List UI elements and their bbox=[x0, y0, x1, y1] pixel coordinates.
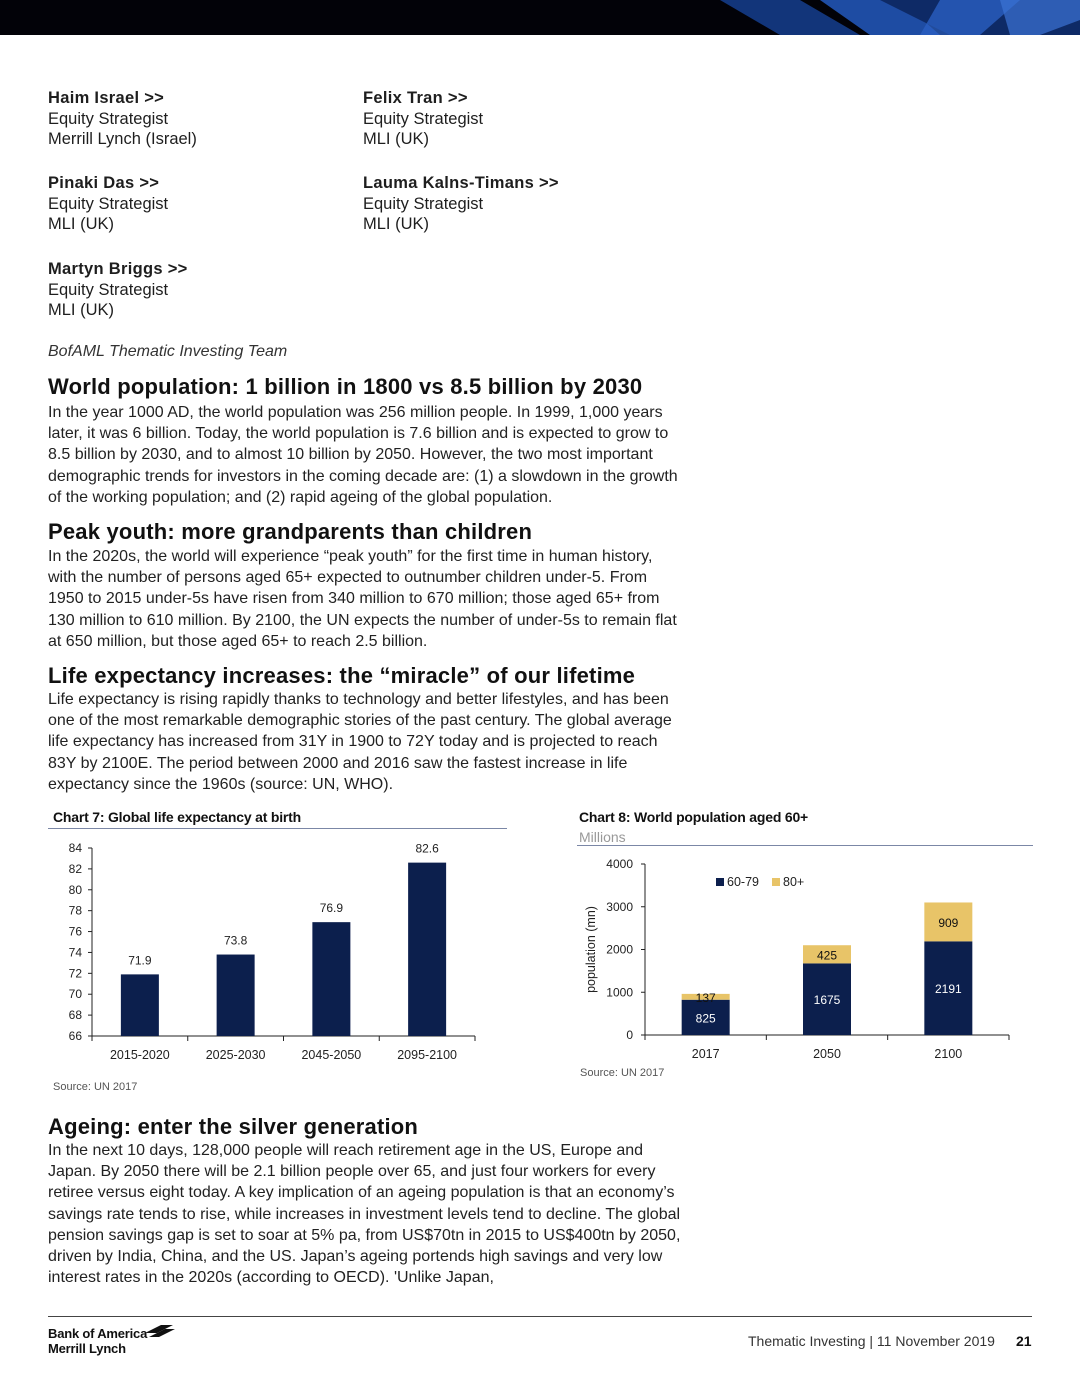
author-card bbox=[363, 88, 483, 150]
section-heading: Peak youth: more grandparents than children bbox=[48, 519, 533, 544]
y-tick-label: 80 bbox=[68, 882, 82, 897]
footer-publication: Thematic Investing | 11 November 2019 bbox=[748, 1333, 995, 1349]
section-heading: Life expectancy increases: the “miracle” of our lifetime bbox=[48, 663, 636, 688]
author-name-link[interactable]: Martyn Briggs >> bbox=[48, 260, 188, 278]
section-body: In the year 1000 AD, the world population was 256 million people. In 1999, 1,000 years later, it was 6 billion. Today, the world population is 7.6 billion and is expected to grow to 8.5 billion by 2030, and to almost 10 billion by 2050. However, the two most important demographic trends for investors in the coming decade are: (1) a slowdown in the growth of the working population; and (2) rapid ageing of the global population. bbox=[48, 404, 678, 506]
section-body: In the 2020s, the world will experience “peak youth” for the first time in human history, with the number of persons aged 65+ expected to outnumber children under-5. From 1950 to 2015 under-5s have risen from 340 million to 670 million; those aged 65+ from 130 million to 610 million. By 2100, the UN expects the number of under-5s to remain flat at 650 million, but those aged 65+ to reach 2.5 billion. bbox=[48, 548, 677, 650]
x-tick-label: 2100 bbox=[934, 1047, 963, 1061]
section-heading: Ageing: enter the silver generation bbox=[48, 1114, 419, 1139]
x-tick-label: 2050 bbox=[813, 1047, 841, 1061]
data-label: 825 bbox=[695, 1011, 716, 1026]
data-label: 909 bbox=[938, 915, 959, 930]
life-expectancy-chart bbox=[48, 836, 508, 1072]
chart-title-rule bbox=[48, 828, 507, 829]
section-heading: World population: 1 billion in 1800 vs 8.5 billion by 2030 bbox=[48, 374, 643, 399]
x-tick-label: 2095-2100 bbox=[397, 1048, 458, 1062]
data-label: 2191 bbox=[934, 982, 962, 997]
team-name: BofAML Thematic Investing Team bbox=[48, 343, 288, 360]
bar bbox=[121, 974, 159, 1036]
legend-label: 60-79 bbox=[727, 875, 759, 889]
author-org: MLI (UK) bbox=[363, 215, 429, 233]
chart-source: Source: UN 2017 bbox=[53, 1081, 138, 1093]
y-tick-label: 74 bbox=[68, 945, 82, 960]
data-label: 71.9 bbox=[128, 953, 152, 968]
bar bbox=[217, 955, 255, 1036]
legend-swatch bbox=[716, 878, 724, 886]
author-card bbox=[363, 173, 559, 235]
author-org: MLI (UK) bbox=[48, 215, 114, 233]
data-label: 425 bbox=[816, 948, 838, 963]
y-axis-label: population (mn) bbox=[584, 906, 598, 993]
y-tick-label: 72 bbox=[68, 966, 82, 981]
header-stripes-decoration bbox=[0, 0, 1080, 35]
data-label: 1675 bbox=[813, 993, 841, 1008]
author-card bbox=[48, 259, 188, 321]
author-name-link[interactable]: Felix Tran >> bbox=[363, 89, 468, 107]
x-tick-label: 2015-2020 bbox=[109, 1048, 170, 1062]
author-card bbox=[48, 173, 168, 235]
x-tick-label: 2025-2030 bbox=[205, 1048, 266, 1062]
author-name-link[interactable]: Pinaki Das >> bbox=[48, 174, 160, 192]
y-tick-label: 76 bbox=[68, 924, 82, 939]
author-org: MLI (UK) bbox=[363, 130, 429, 148]
author-role: Equity Strategist bbox=[363, 194, 484, 213]
y-tick-label: 68 bbox=[68, 1008, 82, 1023]
legend-swatch bbox=[772, 878, 780, 886]
data-label: 73.8 bbox=[223, 933, 248, 948]
bar bbox=[408, 863, 446, 1036]
chart-title: Chart 7: Global life expectancy at birth bbox=[53, 809, 301, 825]
chart-source: Source: UN 2017 bbox=[580, 1067, 665, 1079]
page-number: 21 bbox=[1016, 1333, 1032, 1349]
author-role: Equity Strategist bbox=[48, 194, 169, 213]
population-60plus-chart bbox=[578, 850, 1033, 1066]
author-role: Equity Strategist bbox=[48, 109, 169, 128]
legend-label: 80+ bbox=[783, 875, 805, 889]
author-role: Equity Strategist bbox=[48, 280, 169, 299]
author-card bbox=[48, 88, 197, 150]
footer-rule bbox=[48, 1316, 1032, 1317]
y-tick-label: 82 bbox=[68, 861, 82, 876]
chart-title: Chart 8: World population aged 60+ bbox=[579, 809, 809, 825]
bar bbox=[312, 922, 350, 1036]
data-label: 137 bbox=[695, 990, 716, 1005]
flag-icon bbox=[143, 1323, 175, 1339]
author-name-link[interactable]: Lauma Kalns-Timans >> bbox=[363, 174, 559, 192]
y-tick-label: 78 bbox=[68, 903, 82, 918]
y-tick-label: 4000 bbox=[606, 857, 633, 871]
section-body: Life expectancy is rising rapidly thanks to technology and better lifestyles, and has been one of the most remarkable demographic stories of the past century. The global average life expectancy has increased from 31Y in 1900 to 72Y today and is projected to reach 83Y by 2100E. The period between 2000 and 2016 saw the fastest increase in life expectancy since the 1960s (source: UN, WHO). bbox=[48, 691, 672, 793]
y-tick-label: 1000 bbox=[606, 985, 633, 1000]
y-tick-label: 70 bbox=[68, 987, 82, 1002]
header-bar bbox=[0, 0, 1080, 35]
y-tick-label: 66 bbox=[68, 1029, 82, 1043]
y-tick-label: 3000 bbox=[606, 899, 633, 914]
data-label: 76.9 bbox=[319, 901, 344, 916]
author-role: Equity Strategist bbox=[363, 109, 484, 128]
chart-title-rule bbox=[577, 845, 1033, 846]
author-org: Merrill Lynch (Israel) bbox=[48, 130, 197, 148]
logo-line: Merrill Lynch bbox=[48, 1341, 126, 1356]
brand-logo[interactable] bbox=[48, 1326, 147, 1356]
y-tick-label: 0 bbox=[626, 1028, 633, 1042]
x-tick-label: 2017 bbox=[691, 1047, 720, 1061]
logo-line: Bank of America bbox=[48, 1326, 148, 1341]
y-tick-label: 84 bbox=[68, 841, 82, 855]
x-tick-label: 2045-2050 bbox=[301, 1048, 362, 1062]
chart-subtitle: Millions bbox=[579, 829, 626, 845]
section-body: In the next 10 days, 128,000 people will reach retirement age in the US, Europe and Japan. By 2050 there will be 2.1 billion people over 65, and just four workers for every retiree versus eight today. A key implication of an ageing population is that an economy’s savings rate tends to rise, while increases in investment levels tend to decline. The global pension savings gap is set to soar at 5% pa, from US$70tn in 2015 to US$400tn by 2050, driven by India, China, and the US. Japan’s ageing portends high savings and very low interest rates in the 2020s (according to OECD). 'Unlike Japan, bbox=[48, 1142, 681, 1287]
data-label: 82.6 bbox=[415, 841, 439, 856]
author-name-link[interactable]: Haim Israel >> bbox=[48, 89, 165, 107]
author-org: MLI (UK) bbox=[48, 301, 114, 319]
y-tick-label: 2000 bbox=[606, 942, 633, 957]
